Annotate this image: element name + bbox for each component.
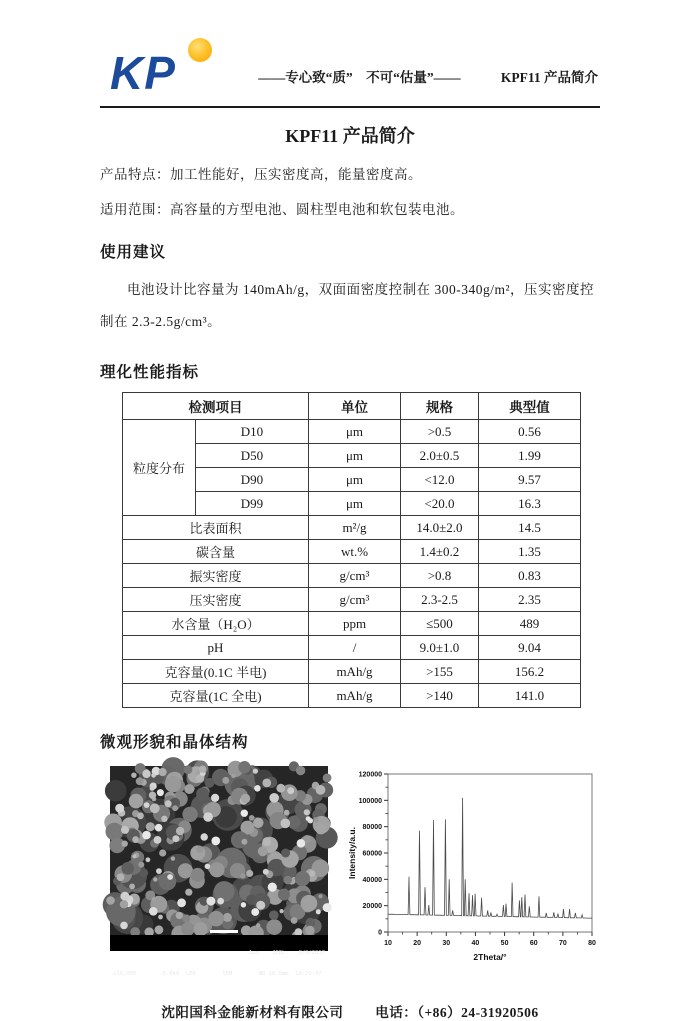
figures-row: [100, 766, 600, 977]
spec-cell: m²/g: [309, 516, 401, 540]
spec-cell: 1.4±0.2: [401, 540, 479, 564]
spec-cell: wt.%: [309, 540, 401, 564]
col-header-spec: 规格: [401, 393, 479, 420]
col-header-unit: 单位: [309, 393, 401, 420]
spec-table-heading: 理化性能指标: [100, 364, 200, 381]
svg-text:100000: 100000: [358, 797, 382, 805]
sem-particles: [110, 766, 328, 935]
spec-cell: 141.0: [479, 684, 581, 708]
spec-cell: μm: [309, 444, 401, 468]
spec-cell: 克容量(1C 全电): [123, 684, 309, 708]
svg-text:40: 40: [471, 940, 480, 947]
spec-cell: 9.04: [479, 636, 581, 660]
spec-cell: g/cm³: [309, 588, 401, 612]
spec-cell: 9.57: [479, 468, 581, 492]
footer-phone: 电话：（+86）24-31920506: [375, 1005, 539, 1020]
spec-cell: D99: [196, 492, 309, 516]
spec-cell: 0.83: [479, 564, 581, 588]
svg-text:2Theta/°: 2Theta/°: [473, 952, 507, 962]
col-header-typical: 典型值: [479, 393, 581, 420]
xrd-chart: [346, 766, 602, 971]
header-rule: [100, 106, 600, 108]
spec-cell: 1.99: [479, 444, 581, 468]
svg-text:30: 30: [442, 940, 451, 947]
spec-cell: D90: [196, 468, 309, 492]
spec-cell: 碳含量: [123, 540, 309, 564]
spec-table: [122, 392, 581, 708]
table-row: [123, 516, 581, 540]
table-row: [123, 540, 581, 564]
page-title: KPF11 产品简介: [285, 126, 415, 146]
product-features: 产品特点：加工性能好，压实密度高，能量密度高。: [100, 167, 422, 182]
svg-text:80: 80: [588, 940, 596, 947]
spec-cell: mAh/g: [309, 660, 401, 684]
spec-cell: 156.2: [479, 660, 581, 684]
spec-cell: 水含量（H₂O）: [123, 612, 309, 636]
svg-text:70: 70: [558, 940, 567, 947]
svg-text:40000: 40000: [362, 876, 382, 884]
spec-cell: 2.3-2.5: [401, 588, 479, 612]
header-doc-label: KPF11 产品简介: [500, 70, 598, 85]
svg-text:0: 0: [378, 929, 382, 937]
spec-cell: <20.0: [401, 492, 479, 516]
svg-text:80000: 80000: [362, 824, 382, 832]
spec-cell: 压实密度: [123, 588, 309, 612]
spec-cell: 16.3: [479, 492, 581, 516]
page-footer: [100, 1001, 600, 1021]
logo-text: KP: [110, 47, 176, 99]
spec-cell: 489: [479, 612, 581, 636]
usage-body: 电池设计比容量为 140mAh/g，双面面密度控制在 300-340g/m²，压实密度控制在 2.3-2.5g/cm³。: [100, 282, 595, 329]
spec-cell: /: [309, 636, 401, 660]
spec-cell: 比表面积: [123, 516, 309, 540]
spec-cell: μm: [309, 492, 401, 516]
table-row: [123, 612, 581, 636]
svg-text:10: 10: [384, 940, 392, 947]
spec-cell: 克容量(0.1C 半电): [123, 660, 309, 684]
spec-cell: mAh/g: [309, 684, 401, 708]
spec-cell: 14.0±2.0: [401, 516, 479, 540]
svg-text:20000: 20000: [362, 903, 382, 911]
spec-cell: ppm: [309, 612, 401, 636]
page-header: [100, 0, 600, 100]
spec-cell: 振实密度: [123, 564, 309, 588]
footer-company: 沈阳国科金能新材料有限公司: [161, 1005, 344, 1020]
spec-cell: D10: [196, 420, 309, 444]
svg-text:120000: 120000: [358, 771, 382, 779]
spec-cell: D50: [196, 444, 309, 468]
table-row: [123, 636, 581, 660]
spec-cell: pH: [123, 636, 309, 660]
application-scope: 适用范围：高容量的方型电池、圆柱型电池和软包装电池。: [100, 202, 464, 217]
svg-text:Intensity/a.u.: Intensity/a.u.: [347, 827, 357, 879]
spec-cell: 9.0±1.0: [401, 636, 479, 660]
col-header-item: 检测项目: [123, 393, 309, 420]
spec-cell: >0.8: [401, 564, 479, 588]
spec-cell: >140: [401, 684, 479, 708]
xrd-plot: [346, 766, 602, 966]
psd-group-cell: 粒度分布: [123, 420, 196, 516]
usage-heading: 使用建议: [100, 244, 167, 261]
spec-cell: 2.0±0.5: [401, 444, 479, 468]
spec-cell: 1.35: [479, 540, 581, 564]
spec-cell: ≤500: [401, 612, 479, 636]
spec-cell: g/cm³: [309, 564, 401, 588]
kp-logo: [108, 38, 218, 100]
spec-cell: μm: [309, 468, 401, 492]
svg-text:60: 60: [529, 940, 538, 947]
table-row: [123, 588, 581, 612]
spec-cell: >0.5: [401, 420, 479, 444]
sem-info-line1: 1μm JEOL 8/9/2017: [248, 950, 325, 956]
spec-cell: μm: [309, 420, 401, 444]
micro-heading: 微观形貌和晶体结构: [100, 734, 249, 751]
spec-cell: 14.5: [479, 516, 581, 540]
svg-text:20: 20: [413, 940, 422, 947]
sem-scalebar: [210, 930, 238, 933]
spec-cell: >155: [401, 660, 479, 684]
sem-info-line2: x10,000 5.0kV LED SEM WD 10.0mm 14:29:47: [113, 971, 322, 977]
table-row: [123, 660, 581, 684]
spec-cell: 2.35: [479, 588, 581, 612]
svg-text:60000: 60000: [362, 850, 382, 858]
sem-image: [110, 766, 328, 977]
table-header-row: [123, 393, 581, 420]
table-row: [123, 420, 581, 444]
logo-sun-icon: [188, 38, 212, 62]
sem-info-bar: [110, 935, 328, 977]
svg-text:50: 50: [500, 940, 509, 947]
spec-cell: <12.0: [401, 468, 479, 492]
spec-cell: 0.56: [479, 420, 581, 444]
table-row: [123, 684, 581, 708]
table-row: [123, 564, 581, 588]
header-slogan: ——专心致“质” 不可“估量”——: [258, 70, 461, 85]
